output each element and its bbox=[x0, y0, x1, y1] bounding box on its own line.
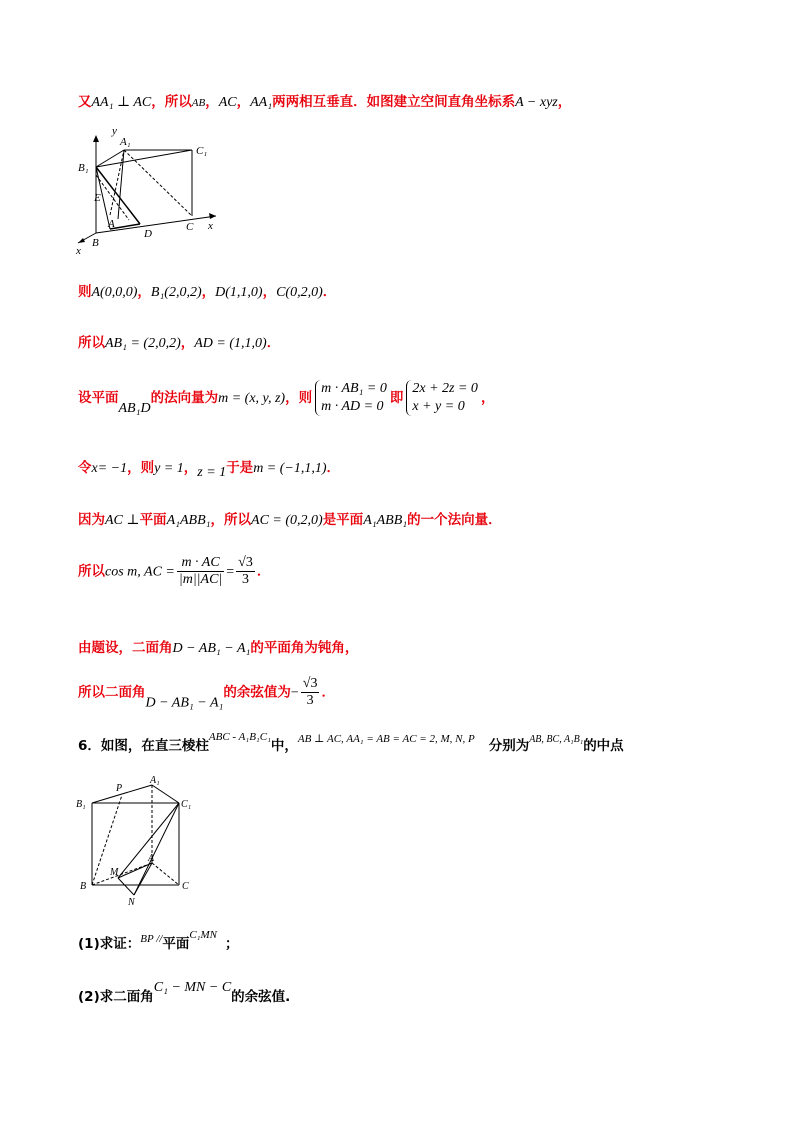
question-6-part-1: (1)求证：$^{BP //}$平面$^{C_1MN}$； bbox=[78, 929, 239, 952]
fig2-label-B1: B₁ bbox=[76, 799, 86, 810]
line-3: 所以AB₁ = (2,0,2)，AD = (1,1,0)． bbox=[78, 335, 281, 351]
question-6-part-2: (2)求二面角C₁ − MN − C的余弦值. bbox=[78, 980, 291, 1005]
figure-prism-2 bbox=[74, 775, 199, 905]
figure-prism-1 bbox=[74, 125, 224, 255]
line-4: 设平面AB₁D的法向量为m = (x, y, z)，则 m · AB₁ = 0 m · AD = 0 即 2x + 2z = 0 x + y = 0 ， bbox=[78, 381, 495, 416]
fig2-label-P: P bbox=[116, 783, 123, 794]
fig1-label-A: A bbox=[108, 218, 115, 230]
fig1-label-x: x bbox=[208, 220, 213, 232]
fig1-label-x-axis: x bbox=[76, 245, 81, 255]
fig1-label-y: y bbox=[112, 125, 117, 137]
fig1-label-B1: B₁ bbox=[78, 162, 89, 174]
line-9: 所以二面角D − AB₁ − A₁的余弦值为− $\frac{√3}{3}$ ． bbox=[78, 676, 335, 711]
fig2-label-A1: A₁ bbox=[150, 775, 160, 786]
line-7: 所以cos m, AC = $\frac{m \cdot AC}{|m||AC|}$ = $\frac{√3}{3}$ ． bbox=[78, 555, 271, 587]
question-6: 6．如图，在直三棱柱$^{ABC - A_1B_1C_1}$中，$^{AB \perp AC, AA_1 = AB = AC = 2, M, N, P}$ 分别为$^{AB, BC, A_1B_1}$的中点 bbox=[78, 731, 624, 754]
fig1-label-E: E bbox=[94, 192, 101, 204]
fig1-label-C1: C₁ bbox=[196, 145, 208, 157]
line-8: 由题设，二面角D − AB₁ − A₁的平面角为钝角， bbox=[78, 640, 359, 656]
fig1-label-D: D bbox=[144, 228, 152, 240]
fig2-label-M: M bbox=[110, 867, 119, 878]
fig2-label-N: N bbox=[128, 897, 135, 905]
fig2-label-A: A bbox=[148, 853, 155, 864]
line-6: 因为AC ⊥平面A₁ABB₁，所以AC = (0,2,0)是平面A₁ABB₁的一个法向量． bbox=[78, 512, 502, 528]
fig2-label-C: C bbox=[182, 881, 189, 892]
line-2: 则A(0,0,0)，B₁(2,0,2)，D(1,1,0)，C(0,2,0)． bbox=[78, 284, 337, 300]
line-1: 又AA₁ ⊥ AC，所以AB，AC，AA₁两两相互垂直．如图建立空间直角坐标系A − xyz， bbox=[78, 94, 572, 110]
line-5: 令x= −1，则y = 1，z = 1于是m = (−1,1,1)． bbox=[78, 460, 341, 480]
fig2-label-C1: C₁ bbox=[181, 799, 192, 810]
fig1-label-A1: A₁ bbox=[120, 136, 131, 148]
fig1-label-B: B bbox=[92, 237, 99, 249]
fig1-label-C: C bbox=[186, 221, 194, 233]
fig2-label-B: B bbox=[80, 881, 87, 892]
